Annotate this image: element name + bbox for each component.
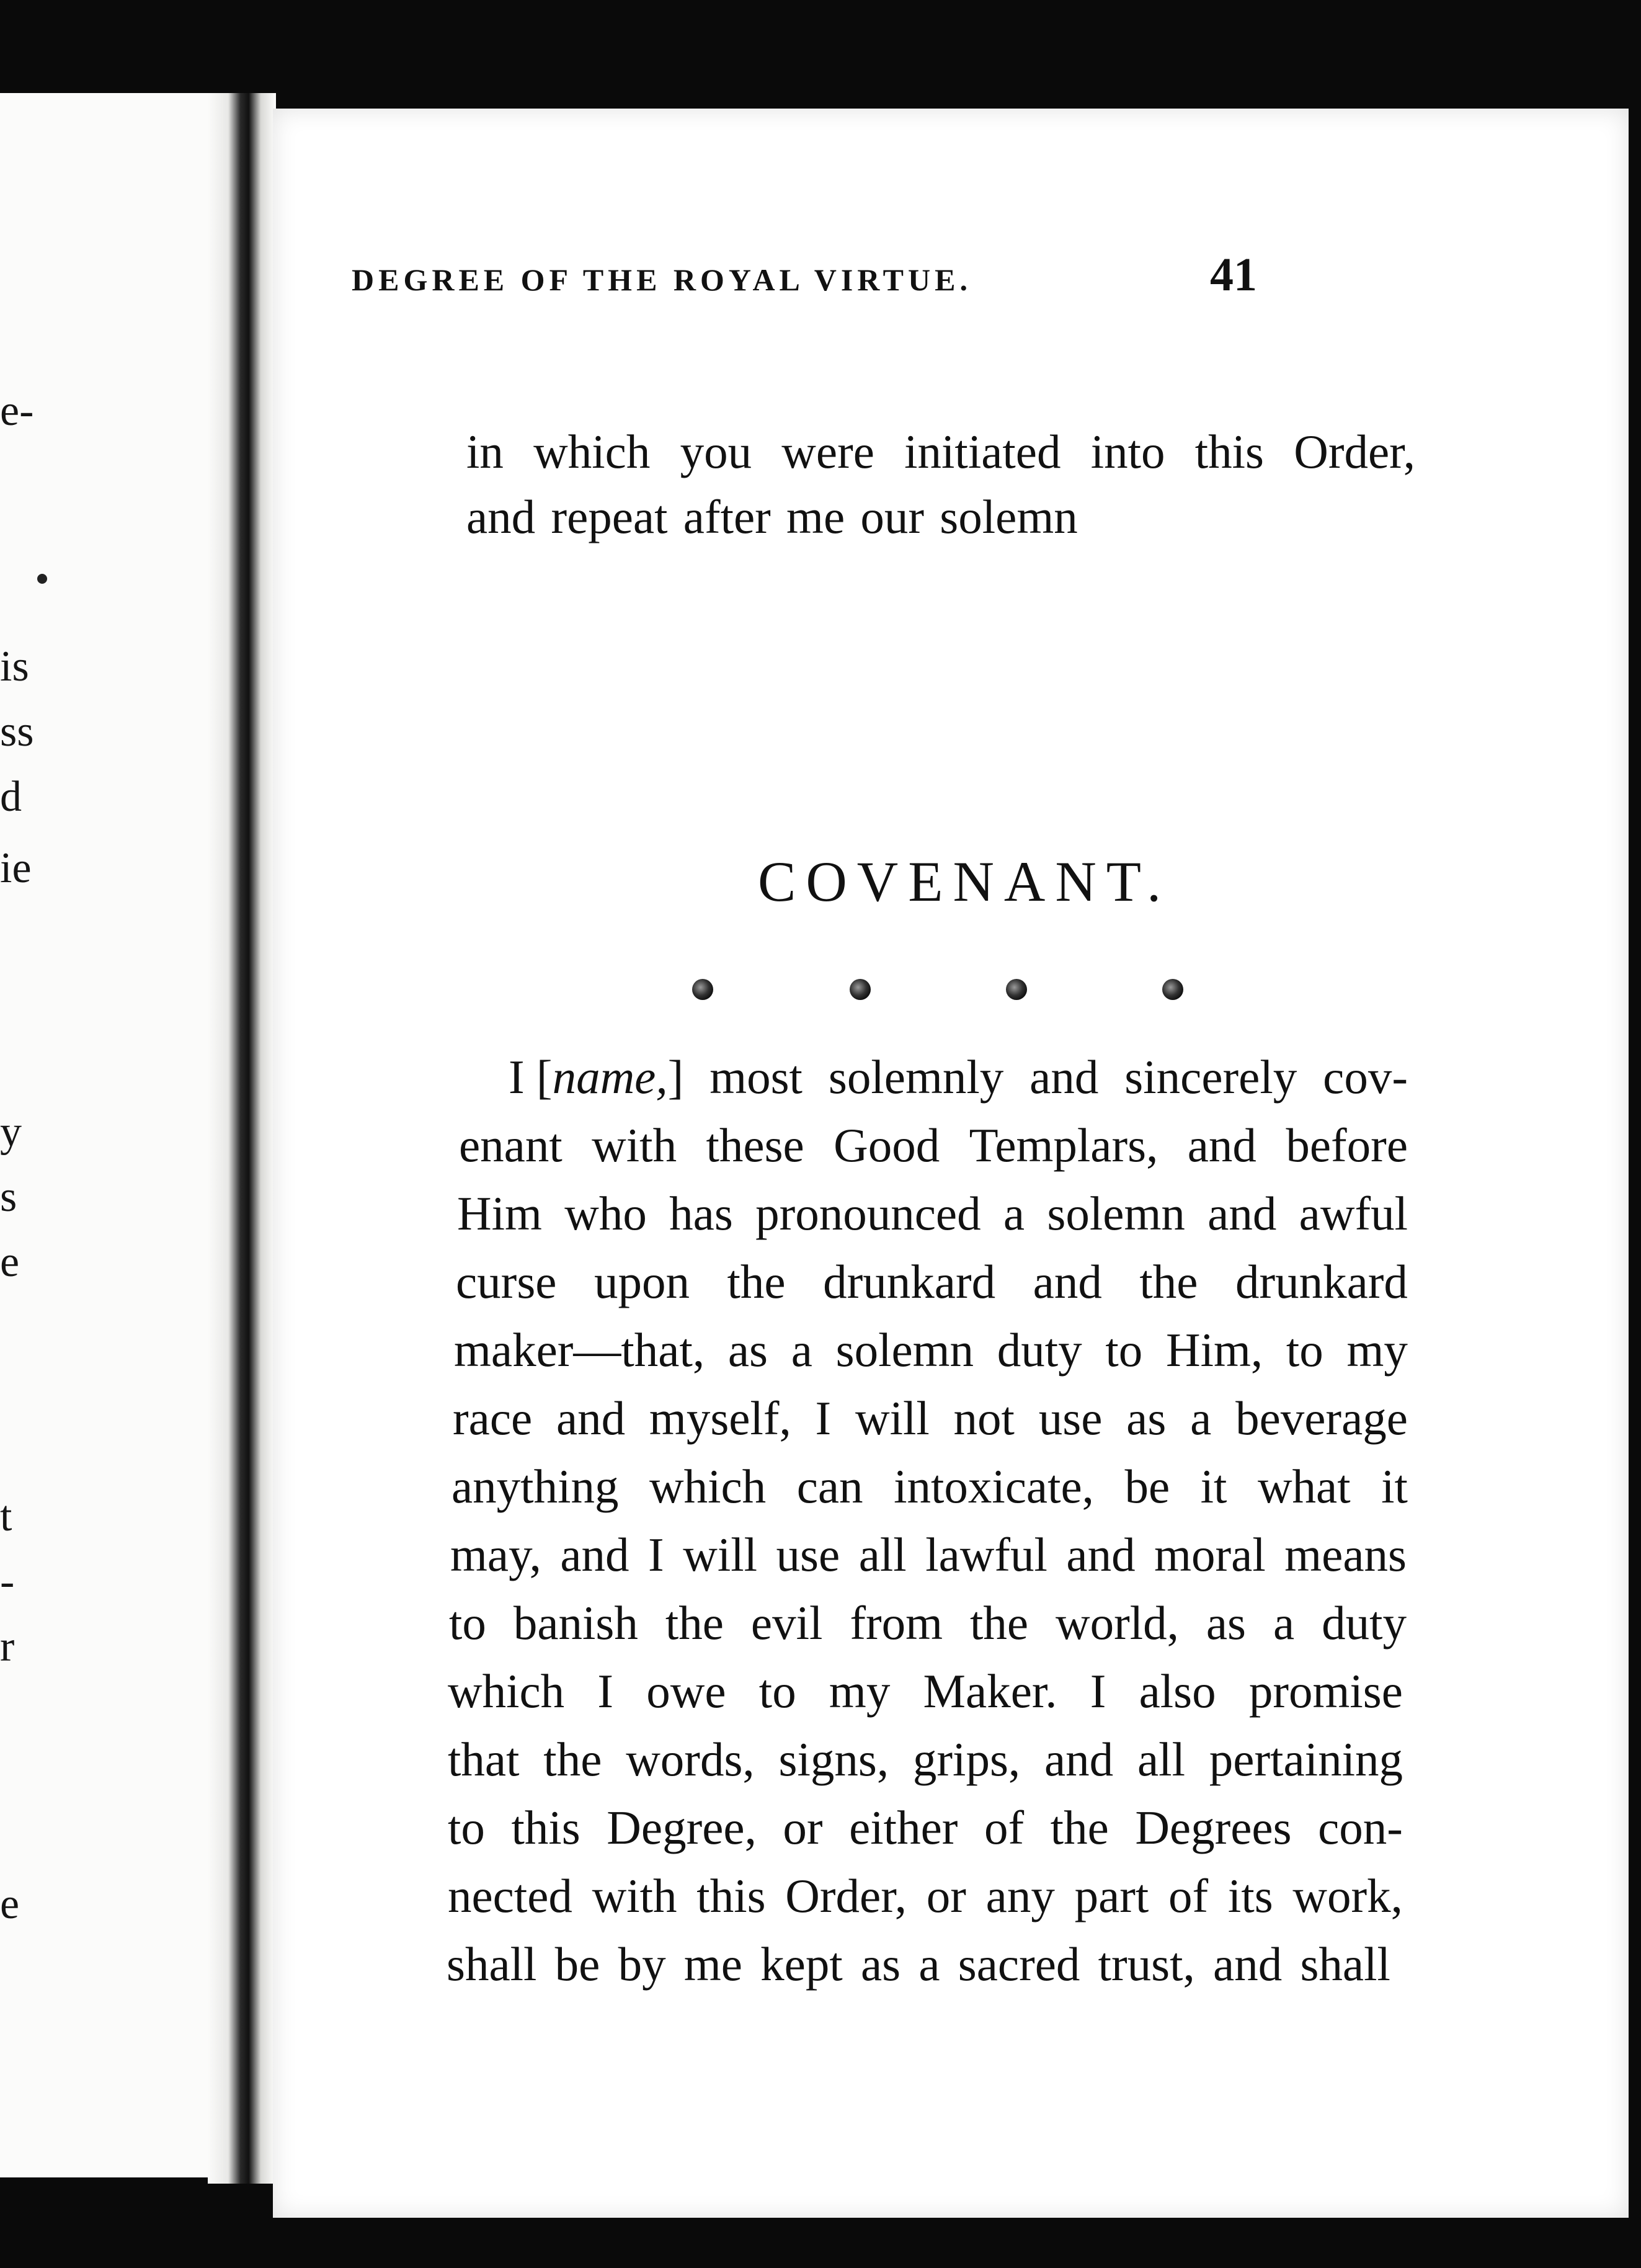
covenant-line: that the words, signs, grips, and all pertaining (448, 1733, 1403, 1786)
covenant-line: anything which can intoxicate, be it what it (451, 1460, 1408, 1513)
left-page-fragment: is (0, 643, 29, 690)
left-page-fragment: s (0, 1173, 17, 1221)
left-page-fragment: t (0, 1493, 12, 1540)
covenant-line: to banish the evil from the world, as a duty (449, 1596, 1407, 1650)
covenant-line: I [name,] most solemnly and sincerely cov- (509, 1050, 1408, 1104)
ornament-row (692, 979, 1188, 1004)
covenant-line: which I owe to my Maker. I also promise (448, 1664, 1403, 1718)
covenant-line: to this Degree, or either of the Degrees con- (448, 1801, 1403, 1854)
covenant-line: may, and I will use all lawful and moral means (450, 1528, 1407, 1581)
ornament-dot-icon (850, 979, 871, 1000)
left-page-fragment: - (0, 1558, 15, 1605)
section-heading: COVENANT. (758, 850, 1172, 913)
name-placeholder: name, (552, 1050, 668, 1104)
covenant-line: maker—that, as a solemn duty to Him, to my (454, 1323, 1408, 1377)
covenant-line: race and myself, I will not use as a beverage (453, 1391, 1408, 1445)
intro-line: and repeat after me our solemn (466, 490, 1078, 543)
ornament-dot-icon (692, 979, 713, 1000)
intro-line: in which you were initiated into this Order, (466, 425, 1415, 478)
covenant-line: nected with this Order, or any part of its work, (448, 1869, 1403, 1922)
covenant-line: Him who has pronounced a solemn and awful (457, 1187, 1408, 1240)
ornament-dot-icon (1162, 979, 1183, 1000)
previous-page-edge (0, 93, 214, 2177)
page-number: 41 (1210, 249, 1257, 301)
left-page-fragment: ss (0, 708, 34, 756)
left-page-mark (37, 574, 47, 584)
covenant-line: shall be by me kept as a sacred trust, and shall (447, 1937, 1390, 1991)
left-page-fragment: ie (0, 844, 32, 892)
running-head (352, 248, 1257, 310)
running-title: DEGREE OF THE ROYAL VIRTUE. (352, 262, 972, 297)
left-page-fragment: e (0, 1238, 20, 1286)
left-page-fragment: e (0, 1880, 20, 1928)
covenant-line: enant with these Good Templars, and before (459, 1118, 1408, 1172)
covenant-line: curse upon the drunkard and the drunkard (456, 1255, 1408, 1308)
left-page-fragment: y (0, 1108, 22, 1156)
ornament-dot-icon (1006, 979, 1027, 1000)
book-gutter (208, 93, 276, 2184)
left-page-fragment: d (0, 773, 22, 821)
left-page-fragment: r (0, 1623, 15, 1671)
left-page-fragment: e- (0, 387, 34, 435)
